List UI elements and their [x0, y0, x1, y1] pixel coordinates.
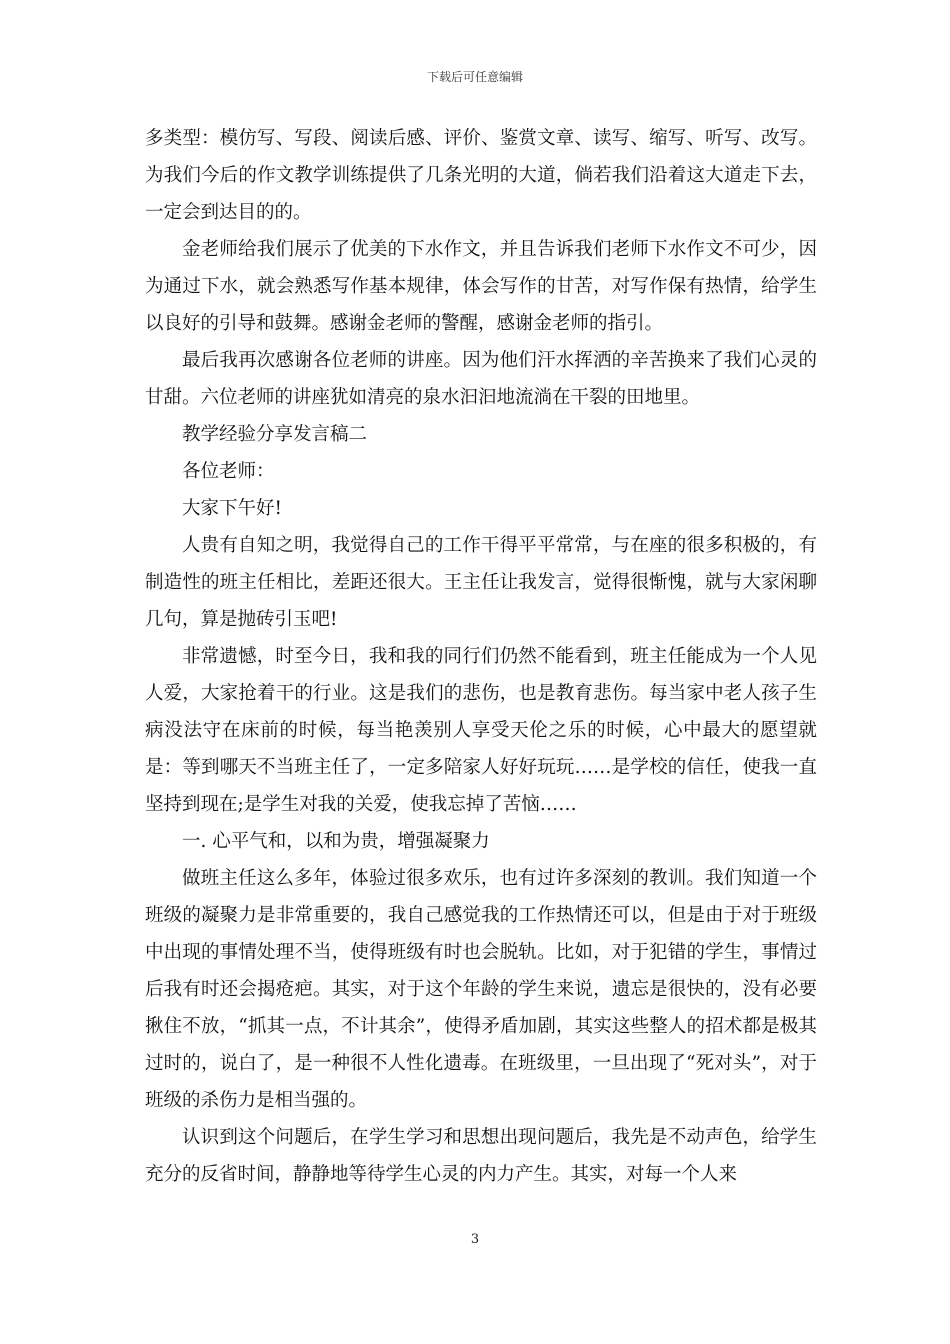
paragraph-10: 做班主任这么多年，体验过很多欢乐，也有过许多深刻的教训。我们知道一个班级的凝聚力是非常重要的，我自己感觉我的工作热情还可以，但是由于对于班级中出现的事情处理不当，使得班级有时也会脱轨。比如，对于犯错的学生，事情过后我有时还会揭疮疤。其实，对于这个年龄的学生来说，遗忘是很快的，没有必要揪住不放，“抓其一点，不计其余”，使得矛盾加剧，其实这些整人的招术都是极其过时的，说白了，是一种很不人性化遗毒。在班级里，一旦出现了“死对头”，对于班级的杀伤力是相当强的。 [145, 868, 817, 1111]
paragraph-3: 最后我再次感谢各位老师的讲座。因为他们汗水挥洒的辛苦换来了我们心灵的甘甜。六位老师的讲座犹如清亮的泉水汩汩地流淌在干裂的田地里。 [145, 350, 817, 408]
salutation: 各位老师： [182, 461, 275, 482]
subheading-1: 一. 心平气和，以和为贵，增强凝聚力 [182, 831, 490, 852]
document-body [145, 120, 817, 1193]
section-title: 教学经验分享发言稿二 [182, 424, 368, 445]
paragraph-2: 金老师给我们展示了优美的下水作文，并且告诉我们老师下水作文不可少，因为通过下水，就会熟悉写作基本规律，体会写作的甘苦，对写作保有热情，给学生以良好的引导和鼓舞。感谢金老师的警醒，感谢金老师的指引。 [145, 239, 817, 334]
page-header: 下载后可任意编辑 [426, 70, 523, 84]
greeting: 大家下午好! [182, 498, 282, 519]
page-number: 3 [470, 1232, 480, 1247]
paragraph-8: 非常遗憾，时至今日，我和我的同行们仍然不能看到，班主任能成为一个人见人爱，大家抢着干的行业。这是我们的悲伤，也是教育悲伤。每当家中老人孩子生病没法守在床前的时候，每当艳羡别人享受天伦之乐的时候，心中最大的愿望就是：等到哪天不当班主任了，一定多陪家人好好玩玩……是学校的信任，使我一直坚持到现在;是学生对我的关爱，使我忘掉了苦恼…… [145, 646, 817, 815]
paragraph-11: 认识到这个问题后，在学生学习和思想出现问题后，我先是不动声色，给学生充分的反省时间，静静地等待学生心灵的内力产生。其实，对每一个人来 [145, 1127, 817, 1185]
paragraph-1: 多类型：模仿写、写段、阅读后感、评价、鉴赏文章、读写、缩写、听写、改写。为我们今后的作文教学训练提供了几条光明的大道，倘若我们沿着这大道走下去，一定会到达目的的。 [145, 128, 817, 223]
paragraph-7: 人贵有自知之明，我觉得自己的工作干得平平常常，与在座的很多积极的，有制造性的班主任相比，差距还很大。王主任让我发言，觉得很惭愧，就与大家闲聊几句，算是抛砖引玉吧! [145, 535, 817, 630]
